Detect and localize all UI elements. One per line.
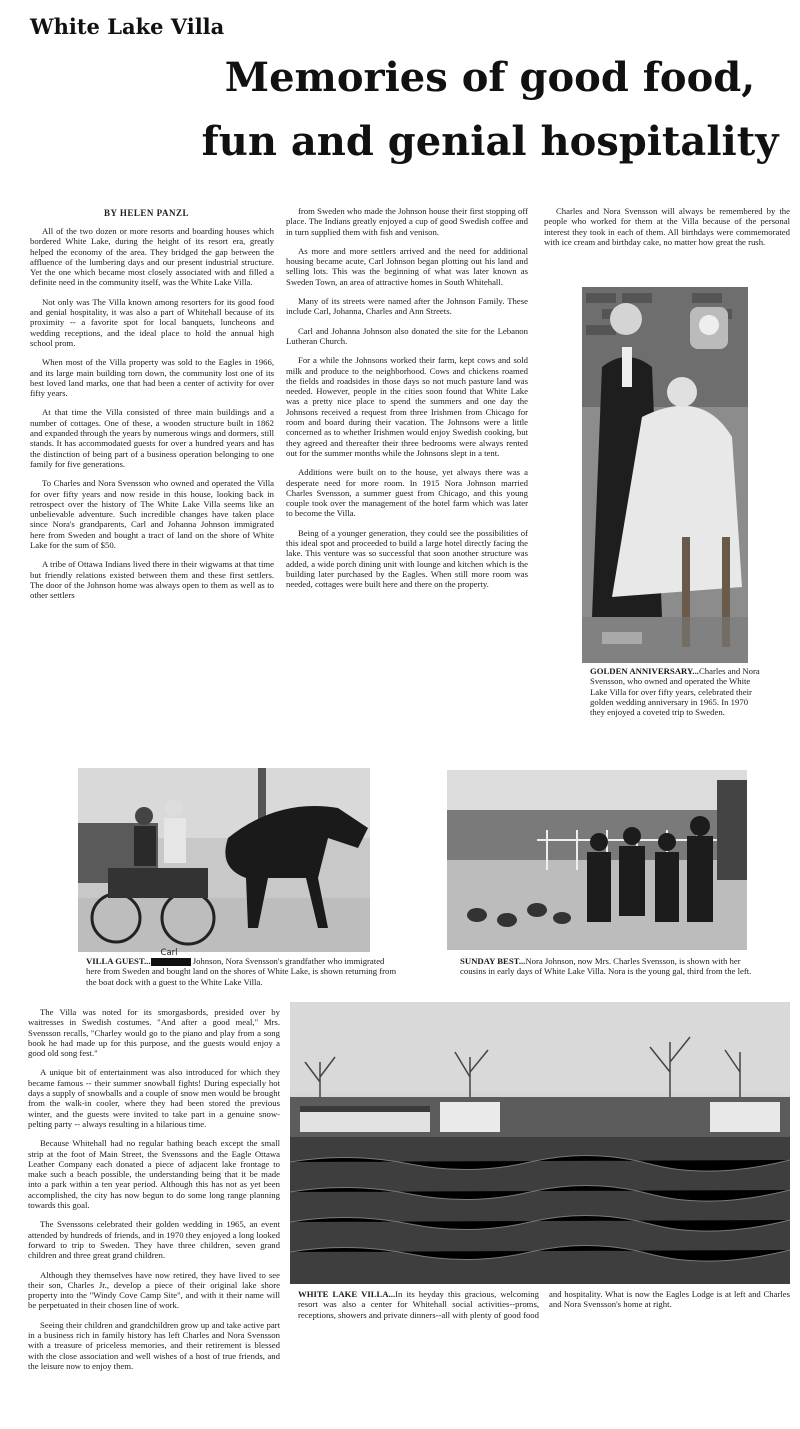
handwritten-name: Carl: [160, 948, 178, 958]
paragraph: At that time the Villa consisted of three main buildings and a number of cottages. One of these, a wooden structure built in 1862 and expanded through the years by numerous wings and dormers, still stands. It has accommodated guests for over a hundred years and has the distinction of being part of a business operation belonging to one family for five generations.: [30, 407, 274, 469]
paragraph: The Svenssons celebrated their golden wedding in 1965, an event attended by hundreds of friends, and in 1970 they enjoyed a long looked forward to trip to Sweden. They have three children, seven grand children and three great grand children.: [28, 1219, 280, 1261]
paragraph: Seeing their children and grandchildren grow up and take active part in a business rich in family history has left Charles and Nora Svensson with a treasure of priceless memories, and their retirement is blessed with the close association and well wishes of a host of true friends, and the leisure now to enjoy them.: [28, 1319, 280, 1371]
paragraph: from Sweden who made the Johnson house their first stopping off place. The Indians greatly enjoyed a cup of good Swedish coffee and in turn supplied them with fish and venison.: [286, 206, 528, 237]
paragraph: A tribe of Ottawa Indians lived there in their wigwams at that time but friendly relations existed between them and these first settlers. The door of the Johnson home was always open to them as well as to other settlers: [30, 559, 274, 601]
paragraph: Charles and Nora Svensson will always be remembered by the people who worked for them at the Villa because of the personal interest they took in each of them. All birthdays were commemorated with ice cream and birthday cake, no matter how great the rush.: [544, 206, 790, 247]
white-lake-caption: [298, 1289, 790, 1320]
section-kicker: White Lake Villa: [30, 14, 225, 39]
article-headline: Memories of good food, fun and genial hospitality: [201, 54, 779, 165]
anniversary-caption: [590, 666, 760, 717]
paragraph: Many of its streets were named after the Johnson Family. These include Carl, Johanna, Charles and Ann Streets.: [286, 296, 528, 317]
caption-text: Nora Johnson, now Mrs. Charles Svensson, is shown with her cousins in early days of White Lake Villa. Nora is the young gal, third from the left.: [460, 956, 752, 977]
caption-lead: SUNDAY BEST...: [460, 956, 526, 966]
paragraph: Being of a younger generation, they could see the possibilities of this ideal spot and proceeded to build a large hotel directly facing the lake. This venture was so successful that soon another structure was added, a wide porch dining unit with lounge and kitchen which is the building later purchased by the Eagles. When still more room was needed, cottages were built here and there on the property.: [286, 527, 528, 590]
paragraph: Carl and Johanna Johnson also donated the site for the Lebanon Lutheran Church.: [286, 325, 528, 346]
paragraph: To Charles and Nora Svensson who owned and operated the Villa for over fifty years and now reside in this house, looking back in retrospect over the history of The White Lake Villa seems like an unbelievable adventure. Such incredible changes have taken place since Nora's grandparents, Carl and Johanna Johnson immigrated here from Sweden and bought a tract of land on the shore of White Lake for the sum of $50.: [30, 478, 274, 551]
villa-guest-caption: [86, 948, 398, 987]
anniversary-photo: [582, 287, 748, 663]
paragraph: Additions were built on to the house, yet always there was a desperate need for more room. In 1915 Nora Johnson married Charles Svensson, a summer guest from Chicago, and this young couple took over the management of the hotel farm which was later to become the Villa.: [286, 467, 528, 519]
paragraph: Not only was The Villa known among resorters for its good food and genial hospitality, it was also a part of Whitehall because of its proximity -- a favorite spot for local banquets, luncheons and wedding receptions, and the ideal place to hold the annual high school prom.: [30, 296, 274, 348]
caption-text: Johnson, Nora Svensson's grandfather who immigrated here from Sweden and bought land on the shores of White Lake, is shown returning from the boat dock with a guest to the White Lake Villa.: [86, 956, 397, 987]
paragraph: For a while the Johnsons worked their farm, kept cows and sold milk and produce to the neighborhood. Cows and chickens roamed the fields and roadsides in those days so not much pasture land was needed. However, people in the cities soon found that White Lake was a pretty nice place to spend the summers and one day the Johnsons received a request from three Irishmen from Chicago for room and board during their vacation. The Johnsons were a little concerned as to whether Irishmen would enjoy Swedish cooking, but they agreed and thereafter their three bedrooms were always rented out for the summer months while the Johnsons slept in a tent.: [286, 355, 528, 458]
byline: BY HELEN PANZL: [104, 208, 190, 218]
caption-text: In its heyday this gracious, welcoming resort was also a center for Whitehall social activities--proms, receptions, showers and private dinners--all with plenty of good food and hospitality. What is now the Eagles Lodge is at left and Charles and Nora Svensson's home at right.: [298, 1289, 790, 1320]
caption-lead: WHITE LAKE VILLA...: [298, 1289, 396, 1299]
redaction-bar: [151, 948, 191, 966]
article-column-1: [30, 226, 274, 610]
paragraph: A unique bit of entertainment was also introduced for which they became famous -- their summer snowball fights! During especially hot days a supply of snowballs and a couple of snow men would be brought from the walk-in cooler, where they had been stored the previous winter, and the guests were invited to take part in a genuine snow-pelting party -- always resulting in a hilarious time.: [28, 1067, 280, 1129]
article-column-2: [286, 206, 528, 599]
paragraph: When most of the Villa property was sold to the Eagles in 1966, and its large main building torn down, the community lost one of its best loved land marks, one that had been a center of activity for over fifty years.: [30, 357, 274, 399]
paragraph: Because Whitehall had no regular bathing beach except the small strip at the foot of Main Street, the Svenssons and the Eagle Ottawa Leather Company each donated a piece of adjacent lake frontage to make such a beach possible, the understanding being that it be made into a park within a ten year period. Although this has not as yet been accomplished, the city has now begun to do some long range planning towards this goal.: [28, 1138, 280, 1211]
caption-lead: GOLDEN ANNIVERSARY...: [590, 666, 699, 676]
caption-lead: VILLA GUEST...: [86, 956, 151, 966]
caption-text: Charles and Nora Svensson, who owned and operated the White Lake Villa for over fifty years, celebrated their golden wedding anniversary in 1965. In 1970 they enjoyed a coveted trip to Sweden.: [590, 666, 760, 718]
white-lake-photo: [290, 1002, 790, 1284]
article-column-bottom: [28, 1007, 280, 1380]
paragraph: Although they themselves have now retired, they have lived to see their son, Charles Jr., develop a piece of their original lake shore property into the "Windy Cove Camp Site", and with it their name will be perpetuated in their chosen line of work.: [28, 1269, 280, 1311]
article-column-3: [544, 206, 790, 256]
paragraph: All of the two dozen or more resorts and boarding houses which bordered White Lake, during the height of its resort era, greatly helped the economy of the area. They bridged the gap between the affluence of the lumbering days and our present industrial structure. Yet the one which became most closely associated with and filled a definite need in the community itself, was the White Lake Villa.: [30, 226, 274, 288]
sunday-best-photo: [447, 770, 747, 950]
paragraph: As more and more settlers arrived and the need for additional housing became acute, Carl Johnson began plotting out his land and selling lots. This was the beginning of what was later known as Sweden Town, an area of attractive homes in South Whitehall.: [286, 245, 528, 287]
sunday-best-caption: [460, 956, 760, 977]
paragraph: The Villa was noted for its smorgasbords, presided over by waitresses in Swedish costumes. "And after a good meal," Mrs. Svensson recalls, "Charley would go to the piano and play from a song book he had made up for this purpose, and the guests would enjoy a good old song fest.": [28, 1007, 280, 1059]
villa-guest-photo: [78, 768, 370, 952]
